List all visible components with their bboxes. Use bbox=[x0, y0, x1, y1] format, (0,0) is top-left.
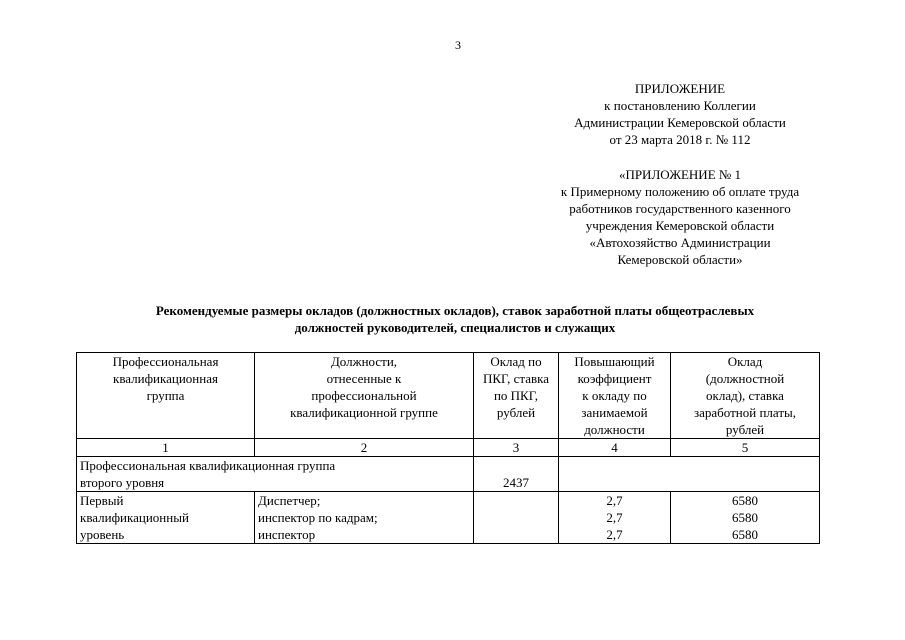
appendix-line: Администрации Кемеровской области bbox=[574, 115, 786, 130]
column-number: 3 bbox=[474, 439, 559, 457]
appendix-header bbox=[520, 80, 840, 148]
header-positions: Должности, отнесенные к профессиональной квалификационной группе bbox=[255, 353, 474, 439]
inner-appendix-line: к Примерному положению об оплате труда bbox=[560, 184, 800, 199]
table-title-line: должностей руководителей, специалистов и служащих bbox=[294, 320, 616, 335]
table-header-row bbox=[77, 353, 820, 439]
header-coefficient: Повышающий коэффициент к окладу по занимаемой должности bbox=[559, 353, 671, 439]
header-final-salary: Оклад (должностной оклад), ставка заработной платы, рублей bbox=[671, 353, 820, 439]
appendix-line: от 23 марта 2018 г. № 112 bbox=[609, 132, 751, 147]
column-number: 4 bbox=[559, 439, 671, 457]
salary-value: 6580 bbox=[732, 527, 758, 542]
column-number-row bbox=[77, 439, 820, 457]
table-title-line: Рекомендуемые размеры окладов (должностных окладов), ставок заработной платы общеотраслевых bbox=[155, 303, 755, 318]
group-empty-cell bbox=[559, 457, 820, 492]
inner-appendix-line: работников государственного казенного bbox=[569, 201, 791, 216]
qualification-level: Первый квалификационный уровень bbox=[77, 492, 255, 544]
inner-appendix-line: «ПРИЛОЖЕНИЕ № 1 bbox=[618, 167, 742, 182]
salary-table bbox=[76, 352, 820, 544]
column-number: 1 bbox=[77, 439, 255, 457]
inner-appendix-header bbox=[520, 166, 840, 268]
position-list bbox=[255, 492, 474, 544]
coefficient-value: 2,7 bbox=[606, 493, 623, 508]
appendix-line: ПРИЛОЖЕНИЕ bbox=[634, 81, 726, 96]
column-number: 5 bbox=[671, 439, 820, 457]
header-base-salary: Оклад по ПКГ, ставка по ПКГ, рублей bbox=[474, 353, 559, 439]
inner-appendix-line: «Автохозяйство Администрации bbox=[589, 235, 771, 250]
group-label: Профессиональная квалификационная группа второго уровня bbox=[77, 457, 474, 492]
group-row bbox=[77, 457, 820, 492]
salary-list bbox=[671, 492, 820, 544]
table-title bbox=[80, 302, 830, 336]
group-base-salary: 2437 bbox=[474, 457, 559, 492]
coefficient-value: 2,7 bbox=[606, 510, 623, 525]
coefficient-value: 2,7 bbox=[606, 527, 623, 542]
salary-value: 6580 bbox=[732, 510, 758, 525]
position-item: инспектор bbox=[258, 527, 316, 542]
position-item: инспектор по кадрам; bbox=[258, 510, 378, 525]
salary-value: 6580 bbox=[732, 493, 758, 508]
position-item: Диспетчер; bbox=[258, 493, 321, 508]
header-qualification-group: Профессиональная квалификационная группа bbox=[77, 353, 255, 439]
level-base-salary bbox=[474, 492, 559, 544]
inner-appendix-line: Кемеровской области» bbox=[617, 252, 743, 267]
appendix-line: к постановлению Коллегии bbox=[604, 98, 756, 113]
page-number: 3 bbox=[455, 38, 461, 52]
level-row bbox=[77, 492, 820, 544]
column-number: 2 bbox=[255, 439, 474, 457]
inner-appendix-line: учреждения Кемеровской области bbox=[585, 218, 775, 233]
coefficient-list bbox=[559, 492, 671, 544]
